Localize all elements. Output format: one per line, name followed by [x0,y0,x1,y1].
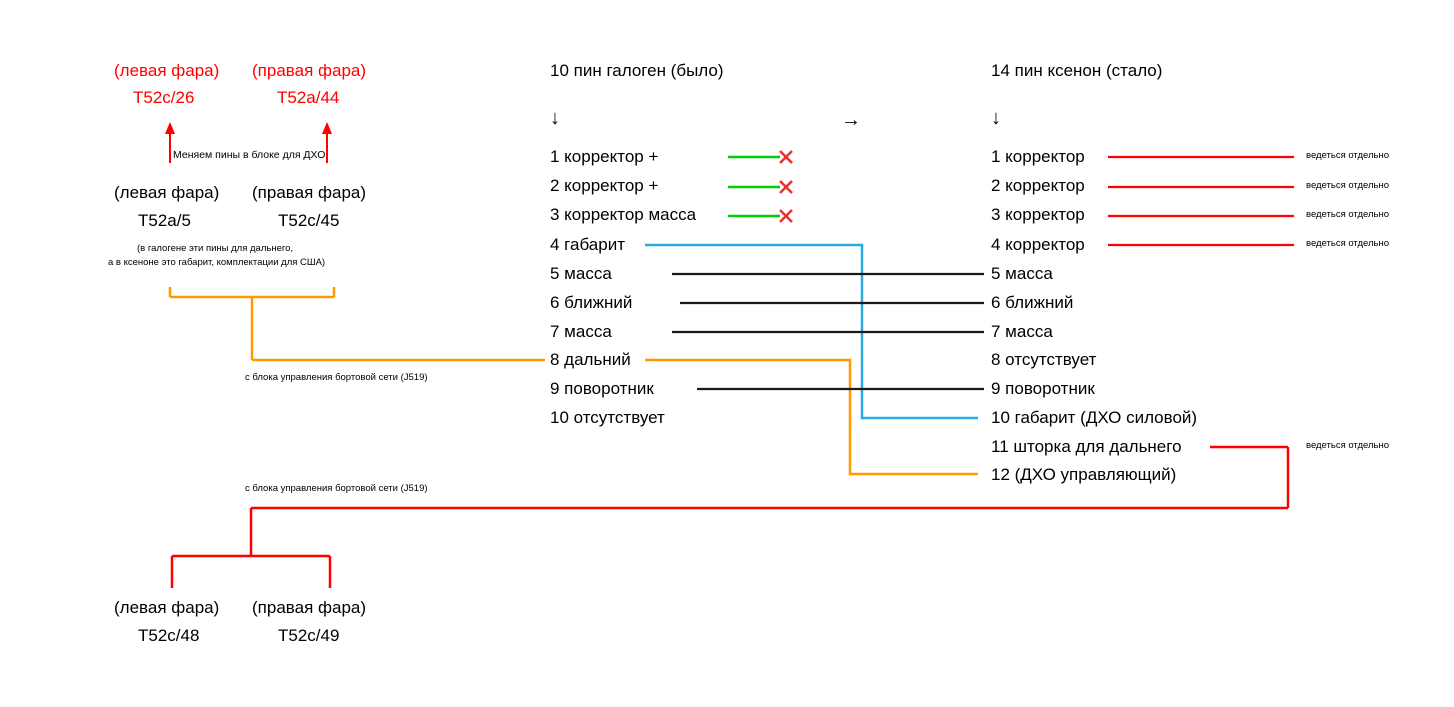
left-top-right-head: (правая фара) [252,61,367,80]
halogen-pin-2: 2 корректор + [550,176,659,195]
halogen-pin-5: 5 масса [550,264,612,283]
note-halogen-line2: а в ксеноне это габарит, комплектации для США) [108,257,326,268]
xenon-pin-4: 4 корректор [991,235,1085,254]
xenon-pin-1: 1 корректор [991,147,1085,166]
xenon-pin-7: 7 масса [991,322,1053,341]
left-top-right-pin: T52a/44 [277,88,340,107]
left-top-left-pin: T52c/26 [133,88,195,107]
side-note-2: ведеться отдельно [1306,180,1390,191]
left-bottom-left-pin: T52c/48 [138,626,200,645]
note-halogen-line1: (в галогене эти пины для дальнего, [137,243,294,254]
xenon-pin-11: 11 шторка для дальнего [991,437,1182,456]
orange-bracket [170,287,545,360]
halogen-pin-9: 9 поворотник [550,379,654,398]
xenon-pin-9: 9 поворотник [991,379,1095,398]
left-bottom-right-pin: T52c/49 [278,626,340,645]
side-note-4: ведеться отдельно [1306,238,1390,249]
arrow-down-xenon-icon: ↓ [991,107,1001,129]
note-bus-orange: с блока управления бортовой сети (J519) [245,372,428,383]
note-bus-red: с блока управления бортовой сети (J519) [245,483,428,494]
side-note-3: ведеться отдельно [1306,209,1390,220]
halogen-pin-4: 4 габарит [550,235,625,254]
header-xenon: 14 пин ксенон (стало) [991,61,1163,80]
header-halogen: 10 пин галоген (было) [550,61,724,80]
xenon-pin-3: 3 корректор [991,205,1085,224]
halogen-pin-3: 3 корректор масса [550,205,697,224]
left-top-left-head: (левая фара) [114,61,220,80]
side-note-5: ведеться отдельно [1306,440,1390,451]
halogen-pin-8: 8 дальний [550,350,631,369]
left-bottom-left-head: (левая фара) [114,598,220,617]
side-note-1: ведеться отдельно [1306,150,1390,161]
halogen-pin-7: 7 масса [550,322,612,341]
halogen-pin-10: 10 отсутствует [550,408,665,427]
note-change-pins: Меняем пины в блоке для ДХО [173,149,326,161]
xenon-pin-6: 6 ближний [991,293,1074,312]
xenon-pin-2: 2 корректор [991,176,1085,195]
cross-icons [780,151,792,222]
xenon-pin-8: 8 отсутствует [991,350,1097,369]
green-stubs [728,157,780,216]
left-mid-left-head: (левая фара) [114,183,220,202]
red-side-wires [1108,157,1294,245]
left-mid-right-pin: T52c/45 [278,211,340,230]
xenon-pin-10: 10 габарит (ДХО силовой) [991,408,1198,427]
left-mid-right-head: (правая фара) [252,183,367,202]
arrow-right-icon: → [841,109,861,131]
halogen-pin-1: 1 корректор + [550,147,659,166]
left-mid-left-pin: T52a/5 [138,211,191,230]
halogen-pin-6: 6 ближний [550,293,633,312]
arrow-down-halogen-icon: ↓ [550,107,560,129]
xenon-pin-12: 12 (ДХО управляющий) [991,465,1177,484]
left-bottom-right-head: (правая фара) [252,598,367,617]
xenon-pin-5: 5 масса [991,264,1053,283]
black-wires [672,274,984,389]
